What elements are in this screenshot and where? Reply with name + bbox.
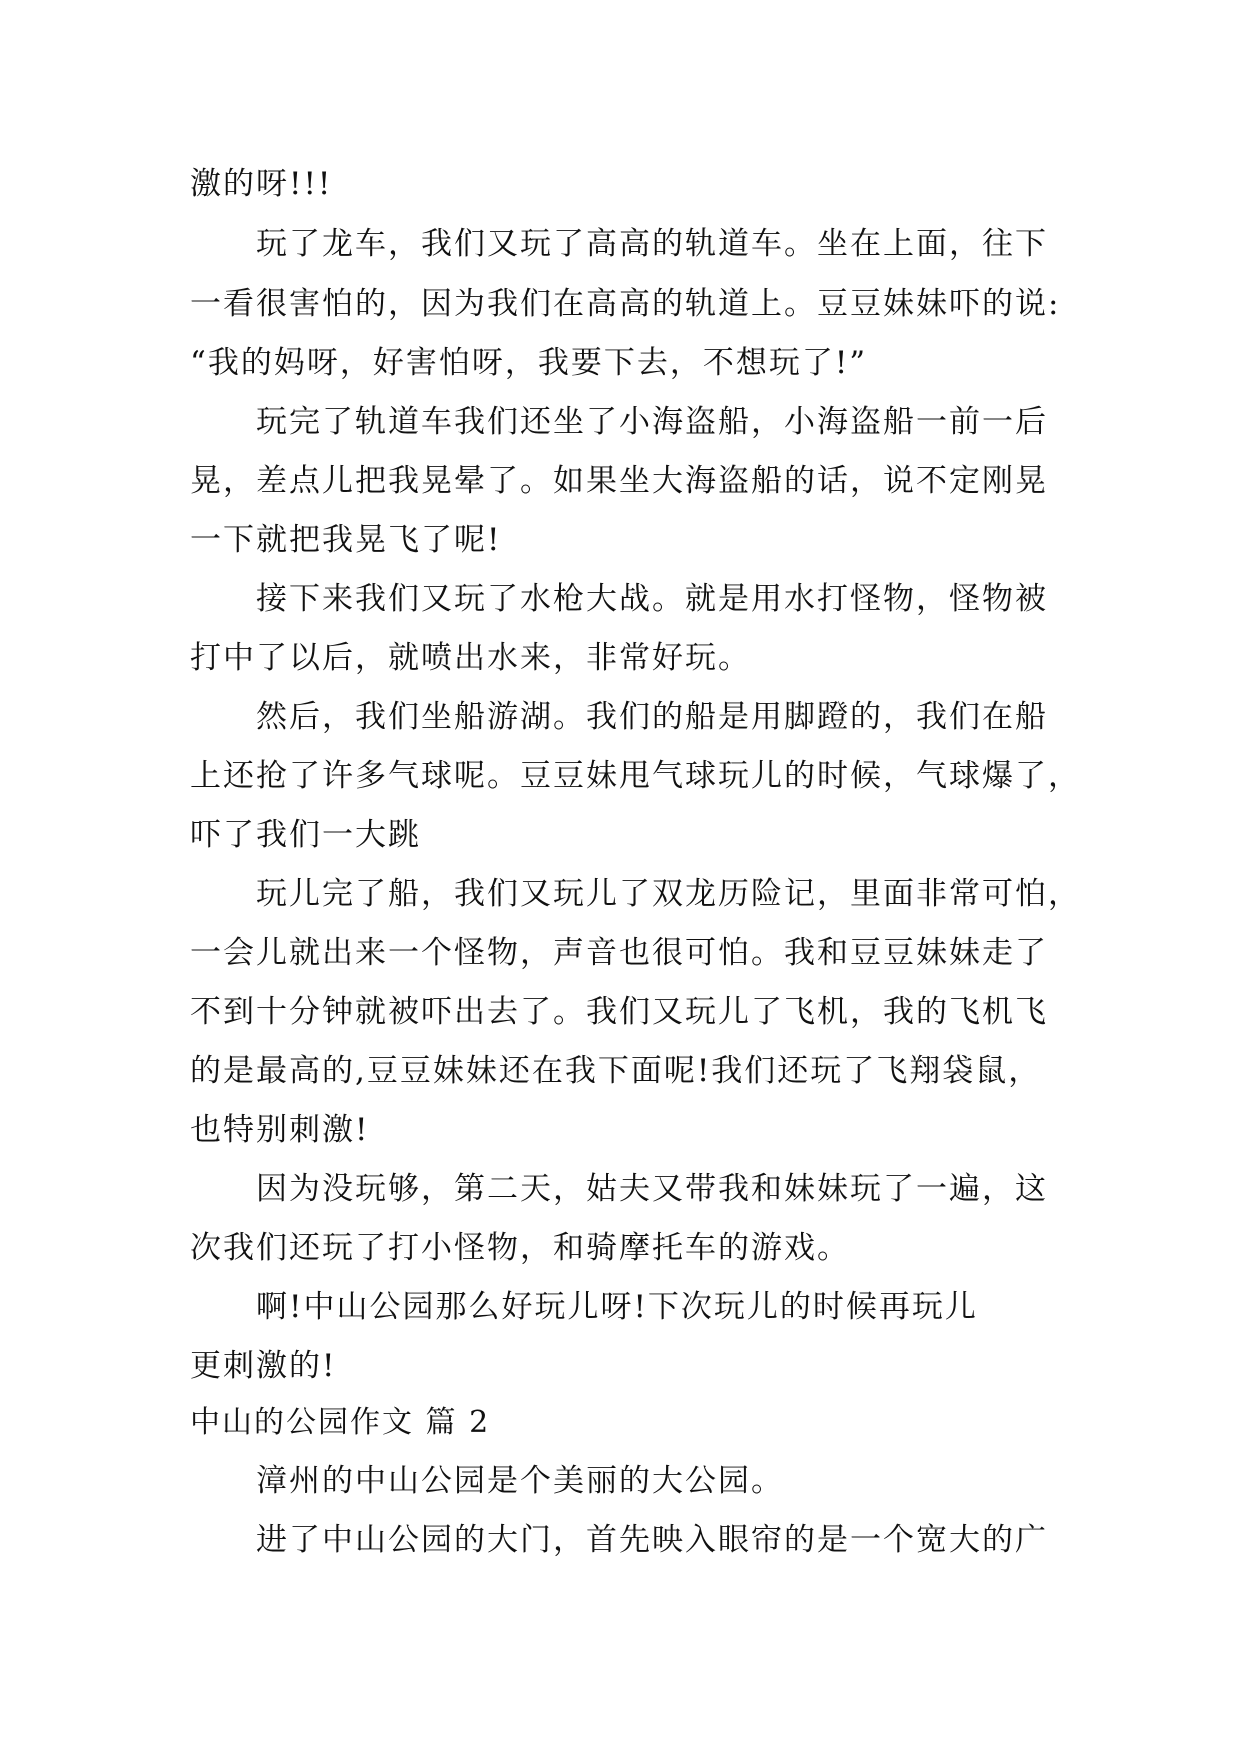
paragraph-start: 漳州的中山公园是个美丽的大公园。	[256, 1463, 784, 1499]
text-line: 一会儿就出来一个怪物，声音也很可怕。我和豆豆妹妹走了	[190, 935, 1048, 971]
text-line: 上还抢了许多气球呢。豆豆妹甩气球玩儿的时候，气球爆了，	[190, 758, 1081, 794]
paragraph-start: 玩完了轨道车我们还坐了小海盗船，小海盗船一前一后	[256, 404, 1048, 440]
text-line: 更刺激的!	[190, 1348, 337, 1384]
text-line: 一看很害怕的，因为我们在高高的轨道上。豆豆妹妹吓的说:	[190, 286, 1061, 322]
text-line: “我的妈呀，好害怕呀，我要下去，不想玩了!”	[190, 345, 868, 381]
paragraph-start: 啊!中山公园那么好玩儿呀!下次玩儿的时候再玩儿	[256, 1289, 978, 1325]
text-line: 的是最高的,豆豆妹妹还在我下面呢!我们还玩了飞翔袋鼠，	[190, 1053, 1042, 1089]
text-line: 一下就把我晃飞了呢!	[190, 522, 502, 558]
paragraph-start: 因为没玩够，第二天，姑夫又带我和妹妹玩了一遍，这	[256, 1171, 1048, 1207]
section-heading: 中山的公园作文 篇 2	[190, 1405, 491, 1440]
text-line: 不到十分钟就被吓出去了。我们又玩儿了飞机，我的飞机飞	[190, 994, 1048, 1030]
paragraph-start: 玩儿完了船，我们又玩儿了双龙历险记，里面非常可怕，	[256, 876, 1081, 912]
text-line: 吓了我们一大跳	[190, 817, 421, 853]
text-line: 打中了以后，就喷出水来，非常好玩。	[190, 640, 751, 676]
text-line: 激的呀!!!	[190, 166, 333, 202]
text-line: 次我们还玩了打小怪物，和骑摩托车的游戏。	[190, 1230, 850, 1266]
paragraph-start: 接下来我们又玩了水枪大战。就是用水打怪物，怪物被	[256, 581, 1048, 617]
paragraph-start: 进了中山公园的大门，首先映入眼帘的是一个宽大的广	[256, 1522, 1048, 1558]
paragraph-start: 然后，我们坐船游湖。我们的船是用脚蹬的，我们在船	[256, 699, 1048, 735]
text-line: 晃，差点儿把我晃晕了。如果坐大海盗船的话，说不定刚晃	[190, 463, 1048, 499]
text-line: 也特别刺激!	[190, 1112, 370, 1148]
paragraph-start: 玩了龙车，我们又玩了高高的轨道车。坐在上面，往下	[256, 226, 1048, 262]
